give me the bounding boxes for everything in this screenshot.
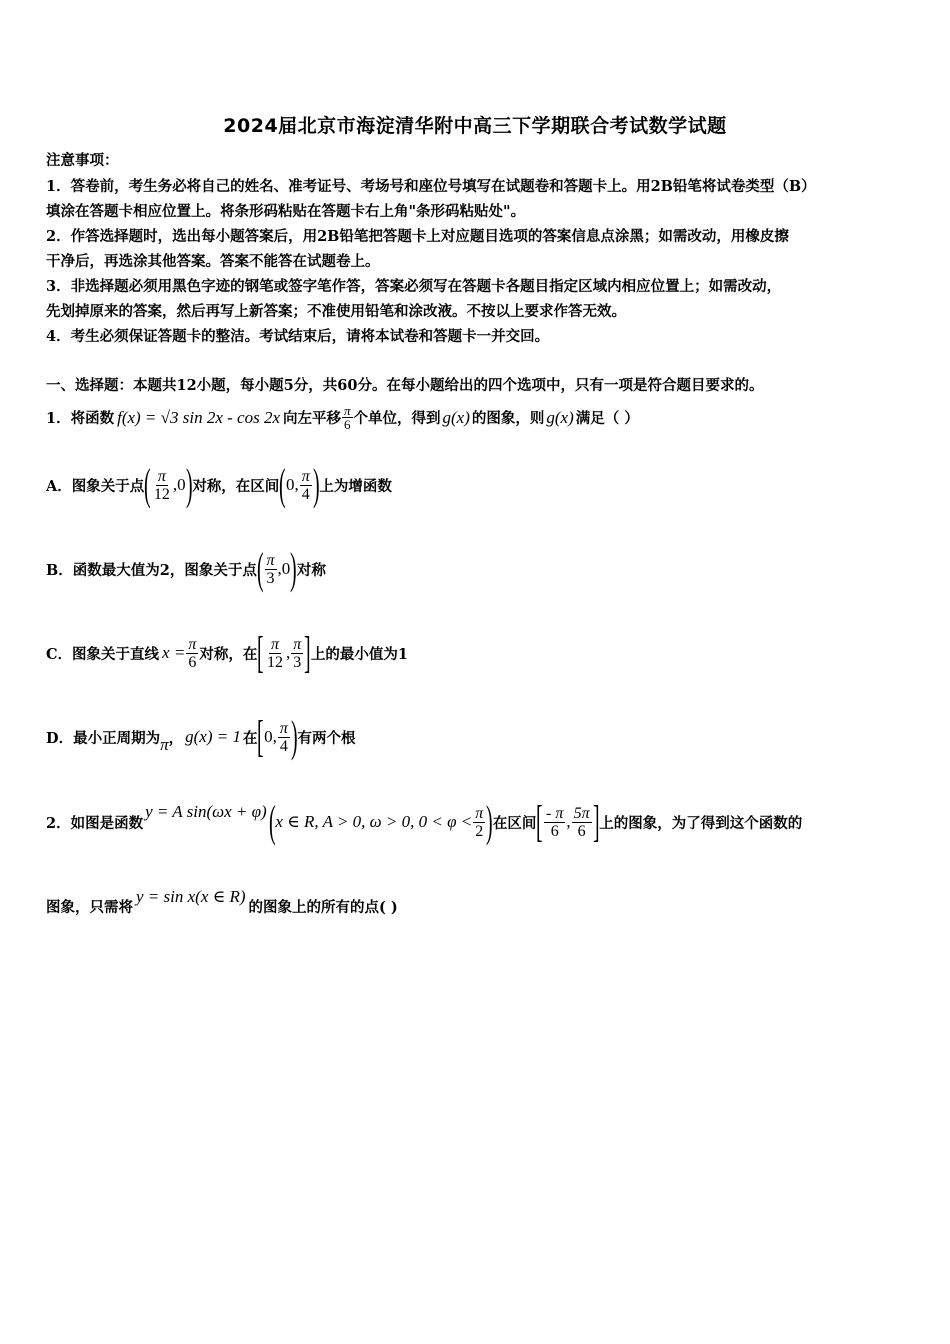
q1a-point-num: π — [157, 467, 166, 485]
q1c-b-den: 3 — [293, 653, 302, 671]
q1-option-c: C．图象关于直线 x = $\frac{\pi}{6}$ 对称，在 [ $\frac{\pi}{12}$ , $\frac{\pi}{3}$ ] 上的最小值为1 — [46, 628, 409, 677]
q2-condition: x ∈ R, A > 0, ω > 0, 0 < φ < — [275, 812, 473, 831]
q2-function: y = A sin(ωx + φ) — [145, 802, 267, 821]
q1b-point-den: 3 — [266, 569, 275, 587]
question-2-line-2 — [46, 886, 398, 917]
q1d-interval-fraction — [278, 720, 290, 755]
q2-prefix: 2．如图是函数 — [46, 814, 144, 832]
q1c-x-den: 6 — [188, 653, 197, 671]
q1d-g: g(x) = 1 — [185, 727, 241, 746]
q1c-x-num: π — [188, 635, 197, 653]
q1-option-b — [46, 544, 326, 593]
left-bracket-icon: [ — [536, 797, 544, 846]
right-bracket-icon: ] — [304, 628, 311, 677]
notice-heading: 注意事项： — [46, 152, 119, 169]
q1-g: g(x) — [442, 407, 470, 427]
q1c-x-fraction — [186, 636, 198, 671]
q2-cond-fraction — [473, 805, 485, 840]
q1-mid: 向左平移 — [283, 410, 341, 427]
left-paren-icon: ( — [256, 544, 264, 593]
notice-line-4: 干净后，再选涂其他答案。答案不能答在试题卷上。 — [46, 253, 380, 270]
q1c-mid: 对称，在 — [199, 645, 258, 663]
notice-line-1: 1．答卷前，考生务必将自己的姓名、准考证号、考场号和座位号填写在试题卷和答题卡上。用2B铅笔将试卷类型（B） — [46, 178, 816, 195]
right-paren-icon: ) — [185, 460, 193, 509]
q1c-a-fraction — [265, 636, 285, 671]
q1-shift-num: π — [344, 403, 351, 418]
right-paren-icon: ) — [312, 460, 320, 509]
left-paren-icon: ( — [144, 460, 151, 509]
q1c-x: x = — [162, 643, 186, 662]
question-1 — [46, 404, 639, 431]
q1d-label: D．最小正周期为 — [46, 729, 161, 747]
q1-shift-den: 6 — [344, 417, 351, 432]
section-heading: 一、选择题：本题共12小题，每小题5分，共60分。在每小题给出的四个选项中，只有一项是符合题目要求的。 — [46, 377, 764, 394]
q1a-interval-head: 0, — [285, 475, 299, 494]
q1a-label: A．图象关于点 — [46, 477, 145, 495]
left-bracket-icon: [ — [257, 712, 265, 761]
q2-a-fraction — [544, 805, 565, 840]
q1c-a-num: π — [270, 635, 279, 653]
right-paren-icon: ) — [290, 544, 297, 593]
q1d-interval-num: π — [279, 719, 288, 737]
q1b-point-fraction — [265, 552, 277, 587]
q1c-b-num: π — [293, 635, 302, 653]
q1a-point-den: 12 — [153, 485, 170, 503]
notice-line-3: 2．作答选择题时，选出每小题答案后，用2B铅笔把答题卡上对应题目选项的答案信息点涂黑；如需改动，用橡皮擦 — [46, 228, 789, 245]
q2-mid: 在区间 — [492, 814, 537, 832]
q1-function: f(x) = √3 sin 2x - cos 2x — [117, 407, 280, 427]
q2-b-num: 5π — [573, 804, 590, 822]
q1-prefix: 1．将函数 — [46, 410, 115, 427]
q1-option-d — [46, 712, 356, 761]
notice-line-2: 填涂在答题卡相应位置上。将条形码粘贴在答题卡右上角"条形码粘贴处"。 — [46, 203, 526, 220]
q2-b-den: 6 — [577, 822, 586, 840]
q2-a-num: - π — [546, 804, 564, 822]
q1a-point-tail: ,0 — [172, 475, 186, 494]
q1a-tail: 上为增函数 — [319, 477, 392, 495]
q1c-label: C．图象关于直线 — [46, 645, 160, 663]
right-bracket-icon: ] — [592, 797, 600, 846]
q1a-interval-num: π — [301, 467, 310, 485]
page-title: 2024届北京市海淀清华附中高三下学期联合考试数学试题 — [223, 115, 727, 137]
q1d-pi: π — [160, 735, 169, 754]
left-bracket-icon: [ — [257, 628, 264, 677]
q1a-mid: 对称，在区间 — [192, 477, 280, 495]
q1-mid3: 的图象，则 — [471, 410, 545, 427]
left-paren-icon: ( — [268, 797, 276, 846]
notice-line-7: 4．考生必须保证答题卡的整洁。考试结束后，请将本试卷和答题卡一并交回。 — [46, 328, 550, 345]
left-paren-icon: ( — [279, 460, 286, 509]
q2-cond-den: 2 — [475, 822, 484, 840]
q1c-tail: 上的最小值为1 — [310, 645, 409, 663]
right-paren-icon: ) — [486, 797, 493, 846]
q1c-b-fraction — [291, 636, 303, 671]
q2-line2-function: y = sin x(x ∈ R) — [136, 886, 246, 906]
q1d-mid2: 在 — [242, 729, 258, 747]
q1d-interval-den: 4 — [279, 737, 288, 755]
q1d-tail: 有两个根 — [297, 729, 356, 747]
q1-option-a — [46, 460, 392, 509]
notice-line-6: 先划掉原来的答案，然后再写上新答案；不准使用铅笔和涂改液。不按以上要求作答无效。 — [46, 303, 626, 320]
q2-a-den: 6 — [550, 822, 559, 840]
question-2: 2．如图是函数 y = A sin(ωx + φ) ( x ∈ R, A > 0, ω > 0, 0 < φ < $\frac{\pi}{2}$ ) 在区间 [ $\frac{- \pi}{6}$ , $\frac{5\pi}{6}$ ] 上的图象，为了得到这个函数的 — [46, 797, 803, 846]
q1-shift-fraction — [342, 404, 353, 431]
q1b-point-tail: ,0 — [277, 559, 291, 578]
right-paren-icon: ) — [290, 712, 298, 761]
notice-line-5: 3．非选择题必须用黑色字迹的钢笔或签字笔作答，答案必须写在答题卡各题目指定区域内相应位置上；如需改动， — [46, 278, 782, 295]
q2-tail: 上的图象，为了得到这个函数的 — [599, 814, 803, 832]
q1-suffix: 满足（ ） — [575, 410, 639, 427]
q1-mid2: 个单位，得到 — [353, 410, 441, 427]
q1d-interval-head: 0, — [264, 727, 277, 746]
q1b-point-num: π — [266, 551, 275, 569]
q2-line2-prefix: 图象，只需将 — [46, 899, 133, 916]
q2-b-fraction — [572, 805, 592, 840]
q1b-tail: 对称 — [296, 561, 326, 579]
q1c-a-den: 12 — [267, 653, 283, 671]
q1d-mid: ， — [168, 729, 184, 747]
q2-line2-tail: 的图象上的所有的点( ) — [248, 899, 398, 916]
q1a-interval-den: 4 — [301, 485, 310, 503]
q1b-label: B．函数最大值为2，图象关于点 — [46, 561, 257, 579]
q1a-interval-fraction — [300, 468, 312, 503]
q1a-point-fraction — [152, 468, 172, 503]
q2-cond-num: π — [475, 804, 484, 822]
q1-g2: g(x) — [546, 407, 574, 427]
